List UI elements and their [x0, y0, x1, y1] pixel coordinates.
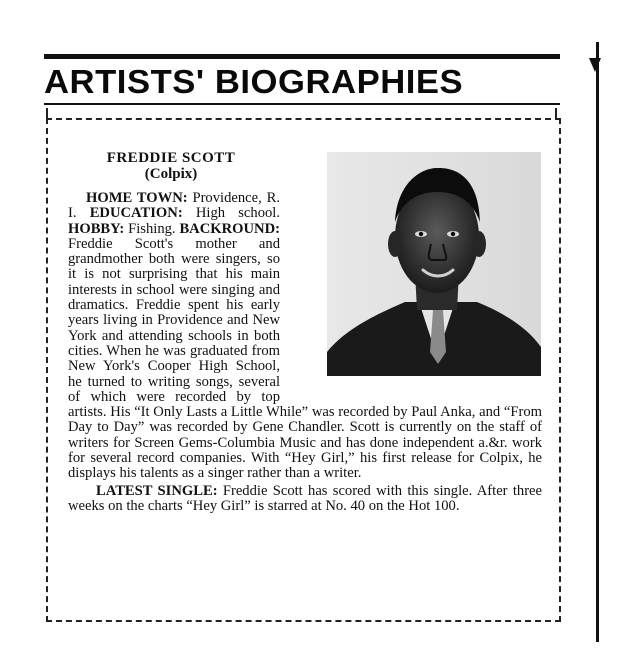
record-label: (Colpix) [144, 166, 198, 182]
home-town-label: HOME TOWN: [86, 190, 188, 206]
biography-text [68, 150, 542, 514]
hobby-label: HOBBY: [68, 220, 125, 237]
latest-single-label: LATEST SINGLE: [96, 482, 218, 499]
background-text: Freddie Scott's mother and grandmother both were singers, so it is not surprising that his main interests in school were singing and dramatics. Freddie spent his early years living in Providence and New York and attending schools in both cities. When he was graduated from New York's Cooper High School, he turned to writing songs, several of which were recorded by top artists. His “It Only Lasts a Little While” was recorded by Paul Anka, and “From Day to Day” was recorded by Gene Chandler. Scott is currently on the staff of writers for Screen Gems-Columbia Music and has done independent a.&r. work for several record companies. With “Hey Girl,” his first release for Colpix, he displays his talents as a singer rather than a writer. [68, 235, 542, 482]
background-label: BACKROUND: [179, 220, 280, 237]
artist-name: FREDDIE SCOTT [106, 150, 236, 166]
latest-single-paragraph [68, 484, 542, 515]
column-divider [596, 42, 599, 642]
title-underline [44, 103, 560, 105]
hobby-text: Fishing. [124, 220, 180, 237]
photo-space [280, 150, 542, 390]
education-label: EDUCATION: [89, 205, 183, 222]
top-rule [44, 54, 560, 59]
education-text: High school. [182, 205, 280, 222]
page-title: ARTISTS' BIOGRAPHIES [44, 63, 464, 100]
latest-single-text: Freddie Scott has scored with this single. After three weeks on the charts “Hey Girl” is starred at No. 40 on the Hot 100. [68, 482, 543, 514]
home-town-text: Providence, R. I. [68, 190, 280, 222]
column-marker-icon [589, 58, 601, 72]
